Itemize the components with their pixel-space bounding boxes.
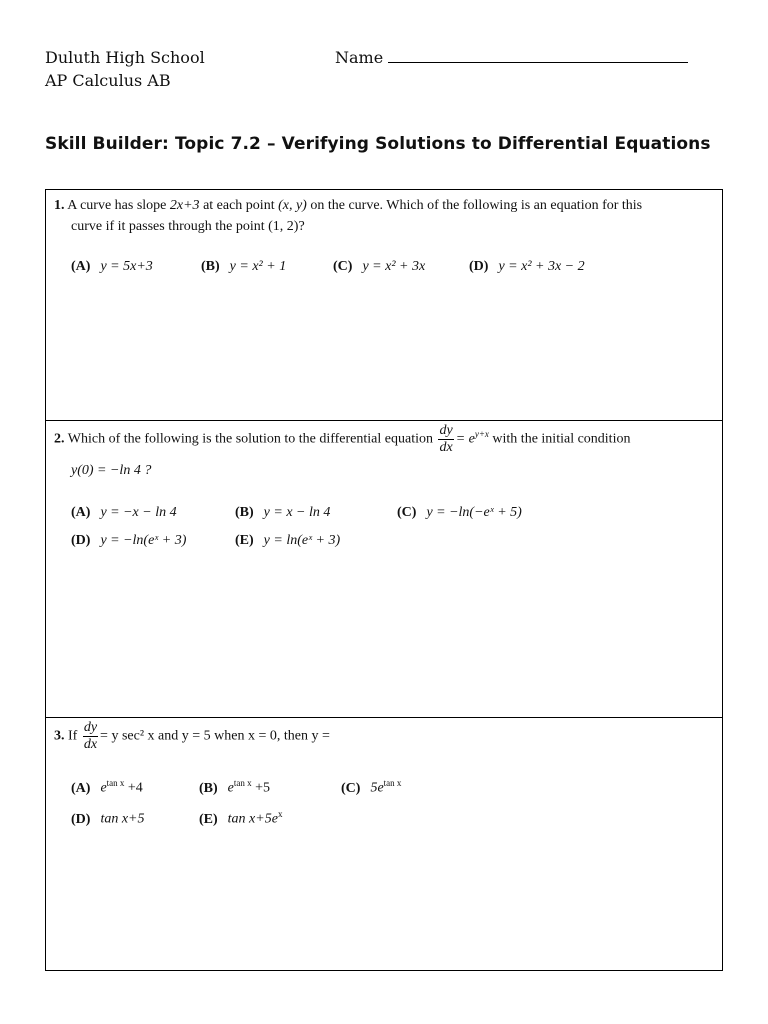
q3-derivative-fraction: [83, 720, 98, 753]
q1-choice-c[interactable]: [333, 259, 425, 275]
choice-label: (C): [333, 259, 353, 274]
q1-choice-d[interactable]: [469, 259, 585, 275]
choice-expr: y = −ln(eˣ + 3): [100, 533, 187, 548]
question-3-number: 3.: [54, 728, 65, 744]
question-2-text: [54, 423, 714, 456]
choice-tail: +5: [251, 780, 271, 796]
choice-exponent: tan x: [106, 778, 125, 788]
choice-expr: y = 5x+3: [100, 259, 153, 274]
q3-choice-b[interactable]: [199, 778, 270, 797]
choice-label: (B): [235, 505, 254, 520]
q2-condition-text: y(0) = −ln 4 ?: [71, 463, 152, 478]
q1-text-d: curve if it passes through the point: [71, 219, 269, 234]
question-3-box: [45, 717, 723, 971]
choice-exponent: x: [277, 809, 283, 819]
choice-expr: e: [227, 780, 234, 796]
choice-label: (D): [71, 533, 91, 548]
name-field[interactable]: [335, 47, 688, 69]
q2-choice-b[interactable]: [235, 505, 330, 521]
q3-choice-d[interactable]: [71, 809, 145, 828]
choice-label: (B): [199, 780, 218, 796]
choice-label: (A): [71, 259, 91, 274]
choice-expr: tan x+5e: [227, 811, 278, 827]
q1-point: (x, y): [278, 198, 307, 213]
choice-expr: y = x² + 1: [229, 259, 287, 274]
choice-exponent: tan x: [383, 778, 402, 788]
question-2-number: 2.: [54, 431, 65, 447]
question-2-box: [45, 420, 723, 718]
q2-text-b: with the initial condition: [488, 431, 631, 447]
choice-expr: y = ln(eˣ + 3): [263, 533, 341, 548]
choice-label: (B): [201, 259, 220, 274]
question-3-text: [54, 720, 714, 753]
choice-expr: y = x² + 3x: [362, 259, 426, 274]
page-title: Skill Builder: Topic 7.2 – Verifying Solutions to Differential Equations: [45, 134, 711, 154]
q3-text-a: If: [68, 728, 81, 744]
choice-expr: y = −ln(−eˣ + 5): [426, 505, 522, 520]
q1-slope: 2x+3: [169, 198, 200, 213]
choice-label: (C): [397, 505, 417, 520]
choice-tail: +4: [124, 780, 143, 796]
q1-choice-b[interactable]: [201, 259, 286, 275]
name-underline[interactable]: [388, 48, 688, 63]
q1-pass-point: (1, 2): [268, 219, 299, 234]
course-name: AP Calculus AB: [45, 71, 171, 90]
choice-exponent: tan x: [233, 778, 252, 788]
q3-text-b: = y sec² x and y = 5 when x = 0, then y =: [100, 728, 330, 744]
q2-rhs-exponent: y+x: [474, 429, 489, 440]
name-label: Name: [335, 48, 384, 67]
frac-numerator: dy: [439, 423, 453, 438]
frac-denominator: dx: [439, 440, 453, 455]
q2-choice-e[interactable]: [235, 533, 340, 549]
question-1-text: [54, 195, 714, 237]
choice-expr: y = x − ln 4: [263, 505, 331, 520]
choice-expr: y = −x − ln 4: [100, 505, 177, 520]
q2-choice-c[interactable]: [397, 505, 522, 521]
choice-expr: tan x+5: [100, 811, 145, 827]
choice-label: (A): [71, 780, 91, 796]
frac-numerator: dy: [83, 720, 98, 735]
school-name: Duluth High School: [45, 48, 205, 67]
question-1-number: 1.: [54, 198, 65, 213]
q2-derivative-fraction: [438, 423, 453, 456]
q3-choice-c[interactable]: [341, 778, 401, 797]
q3-choice-e[interactable]: [199, 809, 282, 828]
q1-text-a: A curve has slope: [67, 198, 170, 213]
question-1-box: [45, 189, 723, 421]
q2-rhs: = e: [455, 431, 475, 447]
choice-label: (C): [341, 780, 361, 796]
choice-label: (E): [235, 533, 254, 548]
choice-expr: 5e: [370, 780, 384, 796]
choice-label: (A): [71, 505, 91, 520]
q1-text-c: on the curve. Which of the following is an equation for this: [306, 198, 643, 213]
q2-condition: [71, 460, 151, 481]
frac-denominator: dx: [83, 737, 98, 752]
choice-label: (D): [71, 811, 91, 827]
q2-choice-d[interactable]: [71, 533, 186, 549]
q3-choice-a[interactable]: [71, 778, 143, 797]
choice-expr: e: [100, 780, 107, 796]
q1-choice-a[interactable]: [71, 259, 153, 275]
q2-text-a: Which of the following is the solution to the differential equation: [67, 431, 437, 447]
choice-label: (D): [469, 259, 489, 274]
choice-label: (E): [199, 811, 218, 827]
q1-text-e: ?: [298, 219, 305, 234]
choice-expr: y = x² + 3x − 2: [498, 259, 585, 274]
q2-choice-a[interactable]: [71, 505, 177, 521]
q1-text-b: at each point: [199, 198, 279, 213]
